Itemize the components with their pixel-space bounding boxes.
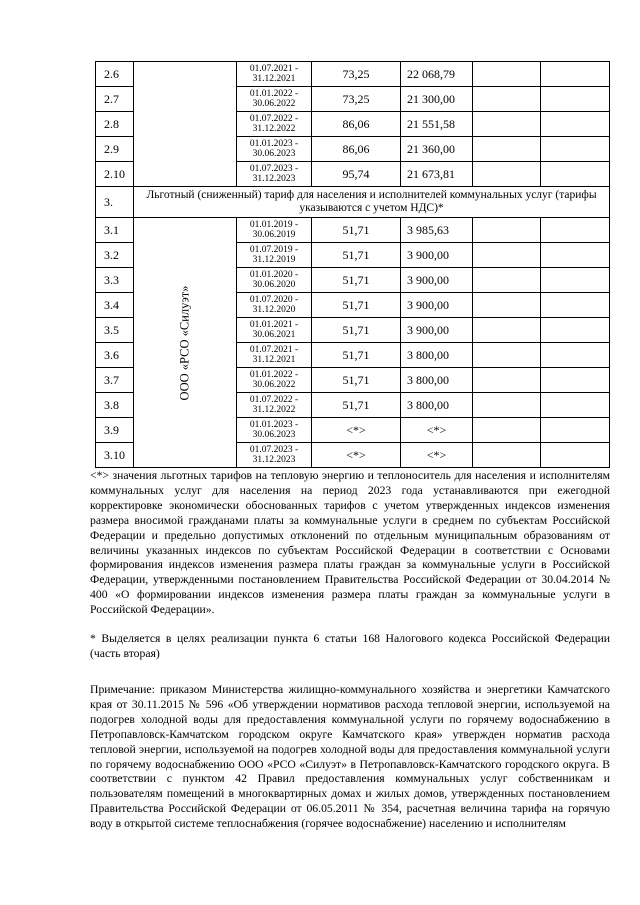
empty-cell [473,293,541,318]
note-text: Примечание: приказом Министерства жилищно-коммунального хозяйства и энергетики Камчатского края от 30.11.2015 № 596 «Об утверждении нормативов расхода тепловой энергии, используемой на подогрев холодной воды для предоставления коммунальной услуги по горячему водоснабжению в Петропавловск-Камчатском городском округе Камчатского края» утвержден норматив расхода тепловой энергии, используемой на подогрев холодной воды для предоставления коммунальной услуги по горячему водоснабжению ООО «РСО «Силуэт» в Петропавловск-Камчатского городского округа. В соответствии с пунктом 42 Правил предоставления коммунальных услуг собственникам и пользователям помещений в многоквартирных домах и жилых домов, утвержденных постановлением Правительства Российской Федерации от 06.05.2011 № 354, расчетная величина тарифа на горячую воду в открытой системе теплоснабжения (горячее водоснабжение) населению и исполнителям [90,683,610,831]
amount-cell: <*> [401,418,473,443]
footnote-star-text: * Выделяется в целях реализации пункта 6 статьи 168 Налогового кодекса Российской Федерации (часть вторая) [90,632,610,660]
amount-cell: 22 068,79 [401,62,473,87]
period-cell: 01.01.2019 - 30.06.2019 [237,218,312,243]
section-title: Льготный (сниженный) тариф для населения и исполнителей коммунальных услуг (тарифы указываются с учетом НДС)* [134,187,610,218]
period-cell: 01.01.2022 - 30.06.2022 [237,87,312,112]
empty-cell [541,443,610,468]
empty-cell [473,368,541,393]
amount-cell: 21 551,58 [401,112,473,137]
footnote-angle-star [90,469,610,618]
period-cell: 01.07.2019 - 31.12.2019 [237,243,312,268]
period-cell: 01.07.2022 - 31.12.2022 [237,393,312,418]
period-cell: 01.07.2022 - 31.12.2022 [237,112,312,137]
empty-cell [473,243,541,268]
rate-cell: <*> [312,418,401,443]
rate-cell: 51,71 [312,293,401,318]
row-number: 3.8 [96,393,134,418]
rate-cell: 73,25 [312,62,401,87]
row-number: 2.10 [96,162,134,187]
row-number: 3.3 [96,268,134,293]
row-number: 2.7 [96,87,134,112]
empty-cell [473,318,541,343]
rate-cell: 86,06 [312,137,401,162]
period-cell: 01.07.2023 - 31.12.2023 [237,443,312,468]
amount-cell: 3 900,00 [401,268,473,293]
empty-cell [473,162,541,187]
section-number: 3. [96,187,134,218]
period-cell: 01.07.2021 - 31.12.2021 [237,62,312,87]
empty-cell [541,243,610,268]
period-cell: 01.07.2021 - 31.12.2021 [237,343,312,368]
rate-cell: 51,71 [312,243,401,268]
rate-cell: 51,71 [312,318,401,343]
amount-cell: <*> [401,443,473,468]
empty-cell [473,418,541,443]
amount-cell: 3 900,00 [401,318,473,343]
empty-cell [473,443,541,468]
period-cell: 01.01.2022 - 30.06.2022 [237,368,312,393]
table-row [96,62,610,87]
amount-cell: 3 800,00 [401,368,473,393]
empty-cell [473,343,541,368]
empty-cell [541,162,610,187]
row-number: 3.2 [96,243,134,268]
row-number: 2.8 [96,112,134,137]
table-row [96,218,610,243]
row-number: 3.10 [96,443,134,468]
tariff-table [95,61,610,468]
amount-cell: 3 900,00 [401,293,473,318]
empty-cell [541,112,610,137]
rate-cell: 95,74 [312,162,401,187]
empty-cell [541,137,610,162]
amount-cell: 21 300,00 [401,87,473,112]
empty-cell [541,393,610,418]
row-number: 3.1 [96,218,134,243]
empty-cell [473,112,541,137]
amount-cell: 3 900,00 [401,243,473,268]
rate-cell: 51,71 [312,218,401,243]
empty-cell [541,418,610,443]
period-cell: 01.01.2023 - 30.06.2023 [237,418,312,443]
organization-name: ООО «РСО «Силуэт» [177,285,192,400]
period-cell: 01.01.2023 - 30.06.2023 [237,137,312,162]
empty-org-cell [134,62,237,187]
period-cell: 01.01.2020 - 30.06.2020 [237,268,312,293]
section-row [96,187,610,218]
period-cell: 01.01.2021 - 30.06.2021 [237,318,312,343]
rate-cell: 51,71 [312,368,401,393]
footnote-angle-star-text: <*> значения льготных тарифов на тепловую энергию и теплоноситель для населения и исполнителям коммунальных услуг для населения на период 2023 года устанавливаются при ежегодной корректировке экономически обоснованных тарифов с учетом утвержденных индексов изменения размера вносимой гражданами платы за коммунальные услуги в среднем по субъектам Российской Федерации и предельно допустимых отклонений по отдельным муниципальным образованиям от величины указанных индексов по субъектам Российской Федерации в соответствии с Основами формирования индексов изменения размера платы граждан за коммунальные услуги в Российской Федерации, утвержденными постановлением Правительства Российской Федерации от 30.04.2014 № 400 «О формировании индексов изменения размера платы граждан за коммунальные услуги в Российской Федерации». [90,469,610,617]
empty-cell [541,62,610,87]
row-number: 3.6 [96,343,134,368]
empty-cell [541,293,610,318]
empty-cell [473,137,541,162]
amount-cell: 3 800,00 [401,393,473,418]
rate-cell: 73,25 [312,87,401,112]
empty-cell [473,268,541,293]
row-number: 3.5 [96,318,134,343]
empty-cell [473,62,541,87]
note [90,683,610,832]
organization-cell [134,218,237,468]
row-number: 3.7 [96,368,134,393]
amount-cell: 21 673,81 [401,162,473,187]
empty-cell [541,343,610,368]
row-number: 3.9 [96,418,134,443]
row-number: 2.6 [96,62,134,87]
empty-cell [541,368,610,393]
rate-cell: 51,71 [312,393,401,418]
amount-cell: 3 985,63 [401,218,473,243]
empty-cell [541,318,610,343]
empty-cell [541,218,610,243]
period-cell: 01.07.2023 - 31.12.2023 [237,162,312,187]
empty-cell [541,87,610,112]
amount-cell: 3 800,00 [401,343,473,368]
footnote-star [90,632,610,662]
rate-cell: <*> [312,443,401,468]
rate-cell: 86,06 [312,112,401,137]
amount-cell: 21 360,00 [401,137,473,162]
rate-cell: 51,71 [312,343,401,368]
row-number: 3.4 [96,293,134,318]
rate-cell: 51,71 [312,268,401,293]
empty-cell [473,87,541,112]
empty-cell [541,268,610,293]
period-cell: 01.07.2020 - 31.12.2020 [237,293,312,318]
empty-cell [473,218,541,243]
row-number: 2.9 [96,137,134,162]
empty-cell [473,393,541,418]
